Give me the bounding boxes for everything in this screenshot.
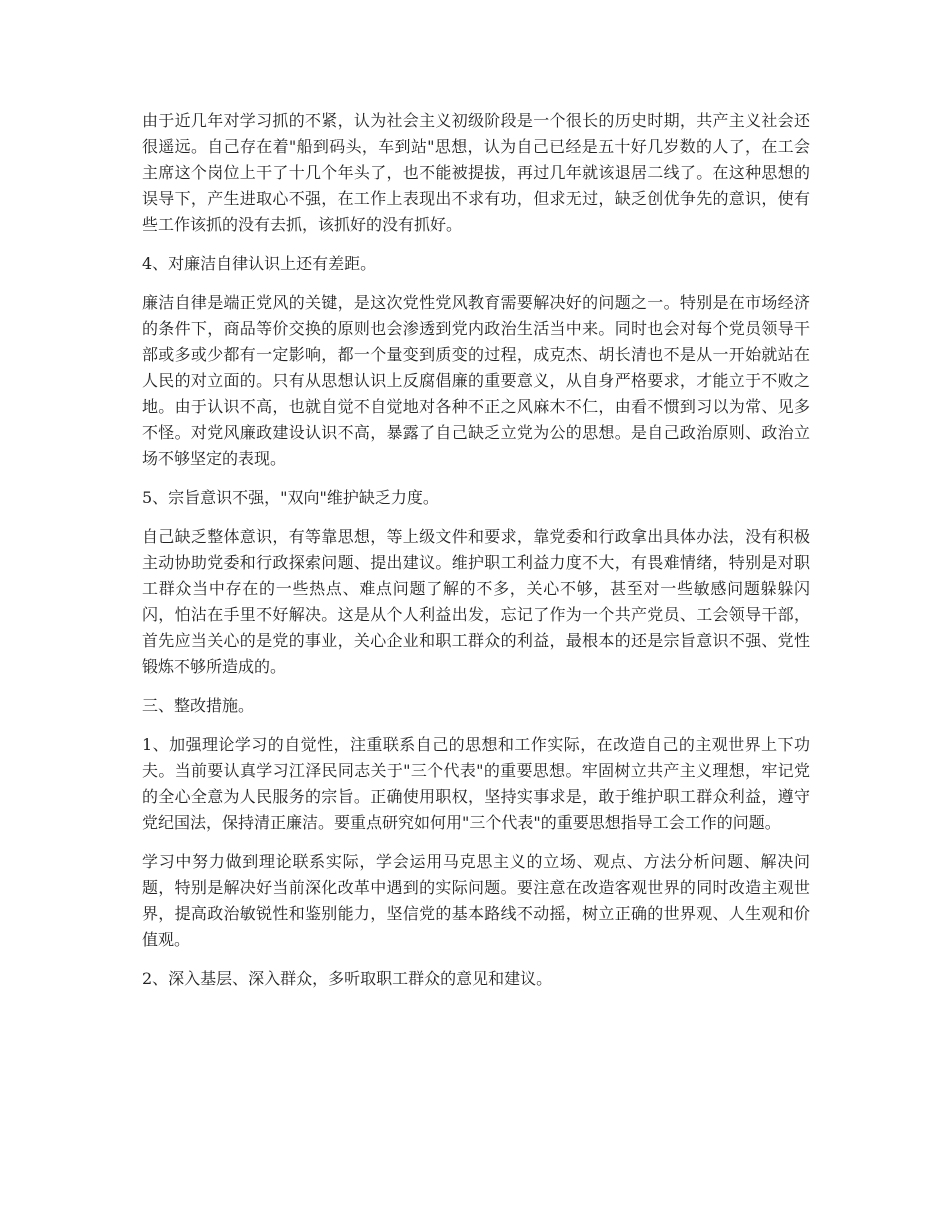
paragraph-integrity: 廉洁自律是端正党风的关键，是这次党性党风教育需要解决好的问题之一。特别是在市场经济的条件下，商品等价交换的原则也会渗透到党内政治生活当中来。同时也会对每个党员领导干部或多或少都有一定影响，都一个量变到质变的过程，成克杰、胡长清也不是从一开始就站在人民的对立面的。只有从思想认识上反腐倡廉的重要意义，从自身严格要求，才能立于不败之地。由于认识不高，也就自觉不自觉地对各种不正之风麻木不仁，由看不惯到习以为常、见多不怪。对党风廉政建设认识不高，暴露了自己缺乏立党为公的思想。是自己政治原则、政治立场不够坚定的表现。 <box>142 293 810 468</box>
paragraph-study-attitude: 由于近几年对学习抓的不紧，认为社会主义初级阶段是一个很长的历史时期，共产主义社会还很遥远。自己存在着"船到码头，车到站"思想，认为自己已经是五十好几岁数的人了，在工会主席这个岗位上干了十几个年头了，也不能被提拔，再过几年就该退居二线了。在这种思想的误导下，产生进取心不强，在工作上表现出不求有功，但求无过，缺乏创优争先的意识，使有些工作该抓的没有去抓，该抓好的没有抓好。 <box>142 111 810 234</box>
heading-rectification-measures: 三、整改措施。 <box>142 696 255 715</box>
document-page <box>142 108 810 1005</box>
paragraph-purpose-awareness: 自己缺乏整体意识，有等靠思想，等上级文件和要求，靠党委和行政拿出具体办法，没有积极主动协助党委和行政探索问题、提出建议。维护职工利益力度不大，有畏难情绪，特别是对职工群众当中存在的一些热点、难点问题了解的不多，关心不够，甚至对一些敏感问题躲躲闪闪，怕沾在手里不好解决。这是从个人利益出发，忘记了作为一个共产党员、工会领导干部，首先应当关心的是党的事业，关心企业和职工群众的利益，最根本的还是宗旨意识不强、党性锻炼不够所造成的。 <box>142 527 810 676</box>
paragraph-theory-practice: 学习中努力做到理论联系实际，学会运用马克思主义的立场、观点、方法分析问题、解决问题，特别是解决好当前深化改革中遇到的实际问题。要注意在改造客观世界的同时改造主观世界，提高政治敏锐性和鉴别能力，坚信党的基本路线不动摇，树立正确的世界观、人生观和价值观。 <box>142 852 810 949</box>
heading-integrity-gap: 4、对廉洁自律认识上还有差距。 <box>142 254 377 273</box>
heading-grassroots: 2、深入基层、深入群众，多听取职工群众的意见和建议。 <box>142 969 553 988</box>
heading-purpose-awareness: 5、宗旨意识不强，"双向"维护缺乏力度。 <box>142 488 439 507</box>
paragraph-theory-study: 1、加强理论学习的自觉性，注重联系自己的思想和工作实际，在改造自己的主观世界上下功夫。当前要认真学习江泽民同志关于"三个代表"的重要思想。牢固树立共产主义理想，牢记党的全心全意为人民服务的宗旨。正确使用职权，坚持实事求是，敢于维护职工群众利益，遵守党纪国法，保持清正廉洁。要重点研究如何用"三个代表"的重要思想指导工会工作的问题。 <box>142 735 810 832</box>
